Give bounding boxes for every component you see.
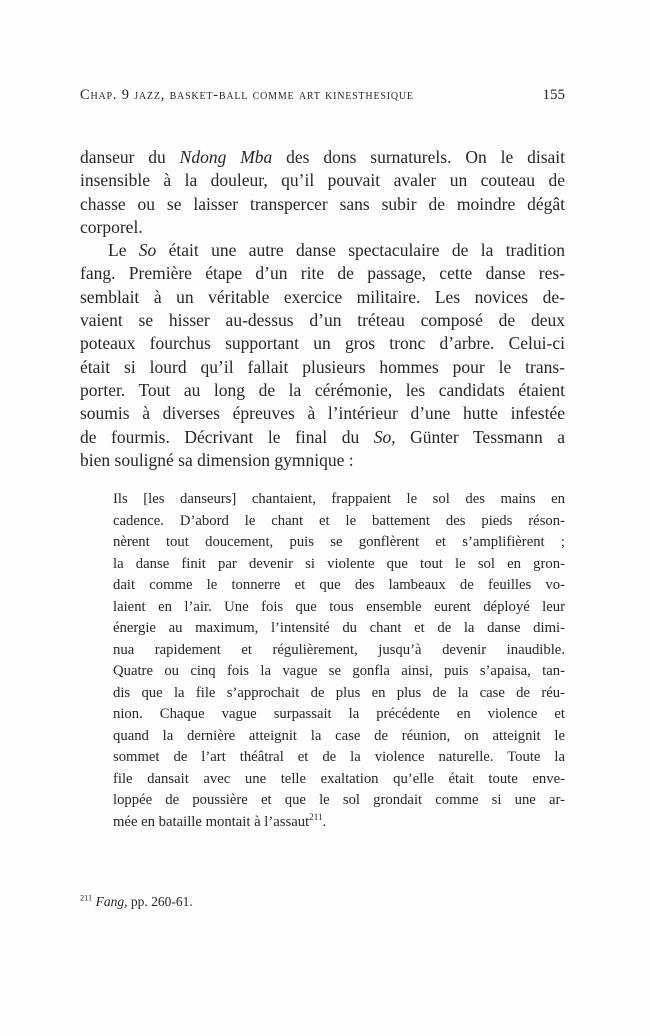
page-number: 155 <box>542 87 565 103</box>
text-line: la danse finit par devenir si violente que tout le sol en gron- <box>113 555 565 572</box>
text-line: de fourmis. Décrivant le final du So, Günter Tessmann a <box>80 426 565 447</box>
body-text <box>80 146 565 472</box>
text-line: loppée de poussière et que le sol grondait comme si une ar- <box>113 792 565 808</box>
text-line: dait comme le tonnerre et que des lambeaux de feuilles vo- <box>113 577 565 593</box>
text-line: soumis à diverses épreuves à l’intérieur d’une hutte infestée <box>80 403 565 424</box>
text-line: quand la dernière atteignit la case de réunion, on atteignit le <box>113 727 565 744</box>
paragraph <box>80 239 565 472</box>
text-line: nèrent tout doucement, puis se gonflèrent et s’amplifièrent ; <box>113 534 565 550</box>
text-line: file dansait avec une telle exaltation qu’elle était toute enve- <box>113 770 565 787</box>
text-line: semblait à un véritable exercice militaire. Les novices de- <box>80 286 565 307</box>
text-line: fang. Première étape d’un rite de passage, cette danse res- <box>80 263 565 284</box>
text-line: laient en l’air. Une fois que tous ensemble eurent déployé leur <box>113 598 565 615</box>
text-line: $^{211}$ Fang, pp. 260-61. <box>80 893 193 909</box>
text-line: porter. Tout au long de la cérémonie, les candidats étaient <box>80 379 565 400</box>
text-line: nion. Chaque vague surpassait la précédente en violence et <box>113 706 565 722</box>
text-line: mée en bataille montait à l’assaut$^{211}$. <box>113 811 327 830</box>
text-line: vaient se hisser au-dessus d’un tréteau composé de deux <box>80 310 565 331</box>
paragraph <box>80 146 565 239</box>
text-line: Quatre ou cinq fois la vague se gonfla ainsi, puis s’apaisa, tan- <box>113 663 565 679</box>
text-line: corporel. <box>80 216 143 237</box>
text-line: dis que la file s’approchait de plus en plus de la case de réu- <box>113 684 565 701</box>
text-line: sommet de l’art théâtral et de la violence naturelle. Toute la <box>113 749 565 765</box>
text-line: Ils [les danseurs] chantaient, frappaient le sol des mains en <box>113 491 565 507</box>
text-line: poteaux fourchus supportant un gros tronc d’arbre. Celui-ci <box>80 333 565 354</box>
text-line: énergie au maximum, l’intensité du chant et de la danse dimi- <box>113 620 565 636</box>
page-header <box>80 87 565 104</box>
running-chapter-title: Chap. 9 jazz, basket-ball comme art kinesthesique <box>80 87 414 103</box>
text-line: Le So était une autre danse spectaculaire de la tradition <box>108 240 565 261</box>
text-line: cadence. D’abord le chant et le battement des pieds réson- <box>113 512 565 529</box>
footnote <box>80 893 565 911</box>
text-line: bien souligné sa dimension gymnique : <box>80 449 354 470</box>
block-quote <box>113 489 565 833</box>
text-line: était si lourd qu’il fallait plusieurs hommes pour le trans- <box>80 356 565 377</box>
text-line: nua rapidement et régulièrement, jusqu’à devenir inaudible. <box>113 641 565 658</box>
text-line: insensible à la douleur, qu’il pouvait avaler un couteau de <box>80 170 565 191</box>
text-line: chasse ou se laisser transpercer sans subir de moindre dégât <box>80 193 565 214</box>
text-line: danseur du Ndong Mba des dons surnaturels. On le disait <box>80 147 565 167</box>
